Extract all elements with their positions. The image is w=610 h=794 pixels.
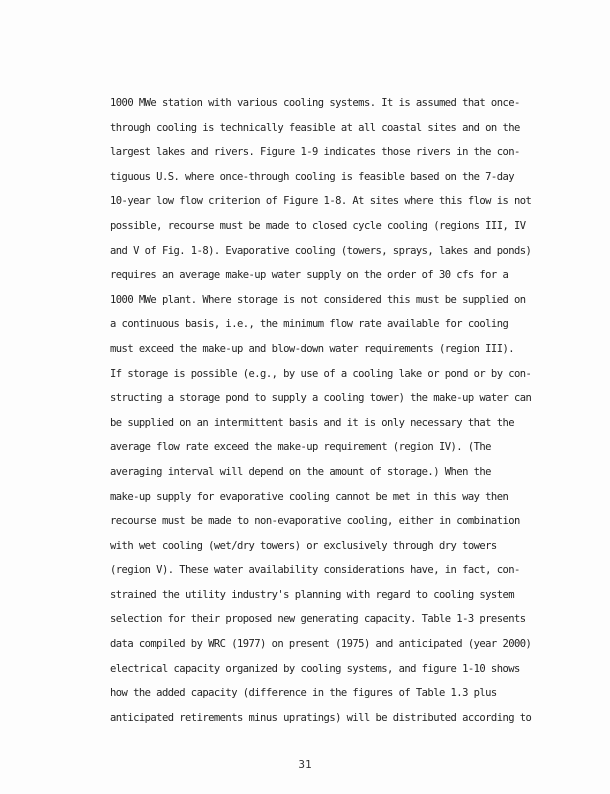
- text-line: strained the utility industry's planning with regard to cooling system: [110, 588, 515, 601]
- text-line: and V of Fig. 1-8). Evaporative cooling (towers, sprays, lakes and ponds): [110, 244, 532, 257]
- body-text: [110, 91, 560, 730]
- text-line: a continuous basis, i.e., the minimum flow rate available for cooling: [110, 318, 509, 331]
- text-line: (region V). These water availability considerations have, in fact, con-: [110, 564, 520, 577]
- text-line: average flow rate exceed the make-up requirement (region IV). (The: [110, 441, 491, 454]
- text-line: recourse must be made to non-evaporative cooling, either in combination: [110, 515, 520, 528]
- text-line: anticipated retirements minus upratings) will be distributed according to: [110, 711, 532, 724]
- text-line: electrical capacity organized by cooling systems, and figure 1-10 shows: [110, 662, 520, 675]
- text-line: averaging interval will depend on the amount of storage.) When the: [110, 465, 491, 478]
- text-line: 1000 MWe station with various cooling systems. It is assumed that once-: [110, 97, 520, 109]
- text-line: data compiled by WRC (1977) on present (1975) and anticipated (year 2000): [110, 638, 532, 651]
- text-line: largest lakes and rivers. Figure 1-9 indicates those rivers in the con-: [110, 146, 520, 159]
- text-line: be supplied on an intermittent basis and it is only necessary that the: [110, 416, 515, 429]
- text-line: with wet cooling (wet/dry towers) or exclusively through dry towers: [110, 539, 497, 552]
- text-line: how the added capacity (difference in the figures of Table 1.3 plus: [110, 687, 497, 700]
- text-line: make-up supply for evaporative cooling cannot be met in this way then: [110, 490, 509, 503]
- text-line: If storage is possible (e.g., by use of a cooling lake or pond or by con-: [110, 367, 532, 380]
- text-line: 1000 MWe plant. Where storage is not considered this must be supplied on: [110, 293, 526, 306]
- text-line: through cooling is technically feasible at all coastal sites and on the: [110, 121, 520, 134]
- text-line: 10-year low flow criterion of Figure 1-8. At sites where this flow is not: [110, 195, 532, 208]
- text-line: structing a storage pond to supply a cooling tower) the make-up water can: [110, 392, 532, 405]
- text-line: tiguous U.S. where once-through cooling is feasible based on the 7-day: [110, 170, 515, 183]
- page-number: 31: [298, 758, 312, 771]
- text-line: possible, recourse must be made to closed cycle cooling (regions III, IV: [110, 219, 526, 232]
- text-line: must exceed the make-up and blow-down water requirements (region III).: [110, 342, 515, 355]
- text-line: requires an average make-up water supply on the order of 30 cfs for a: [110, 269, 509, 282]
- text-line: selection for their proposed new generating capacity. Table 1-3 presents: [110, 613, 526, 626]
